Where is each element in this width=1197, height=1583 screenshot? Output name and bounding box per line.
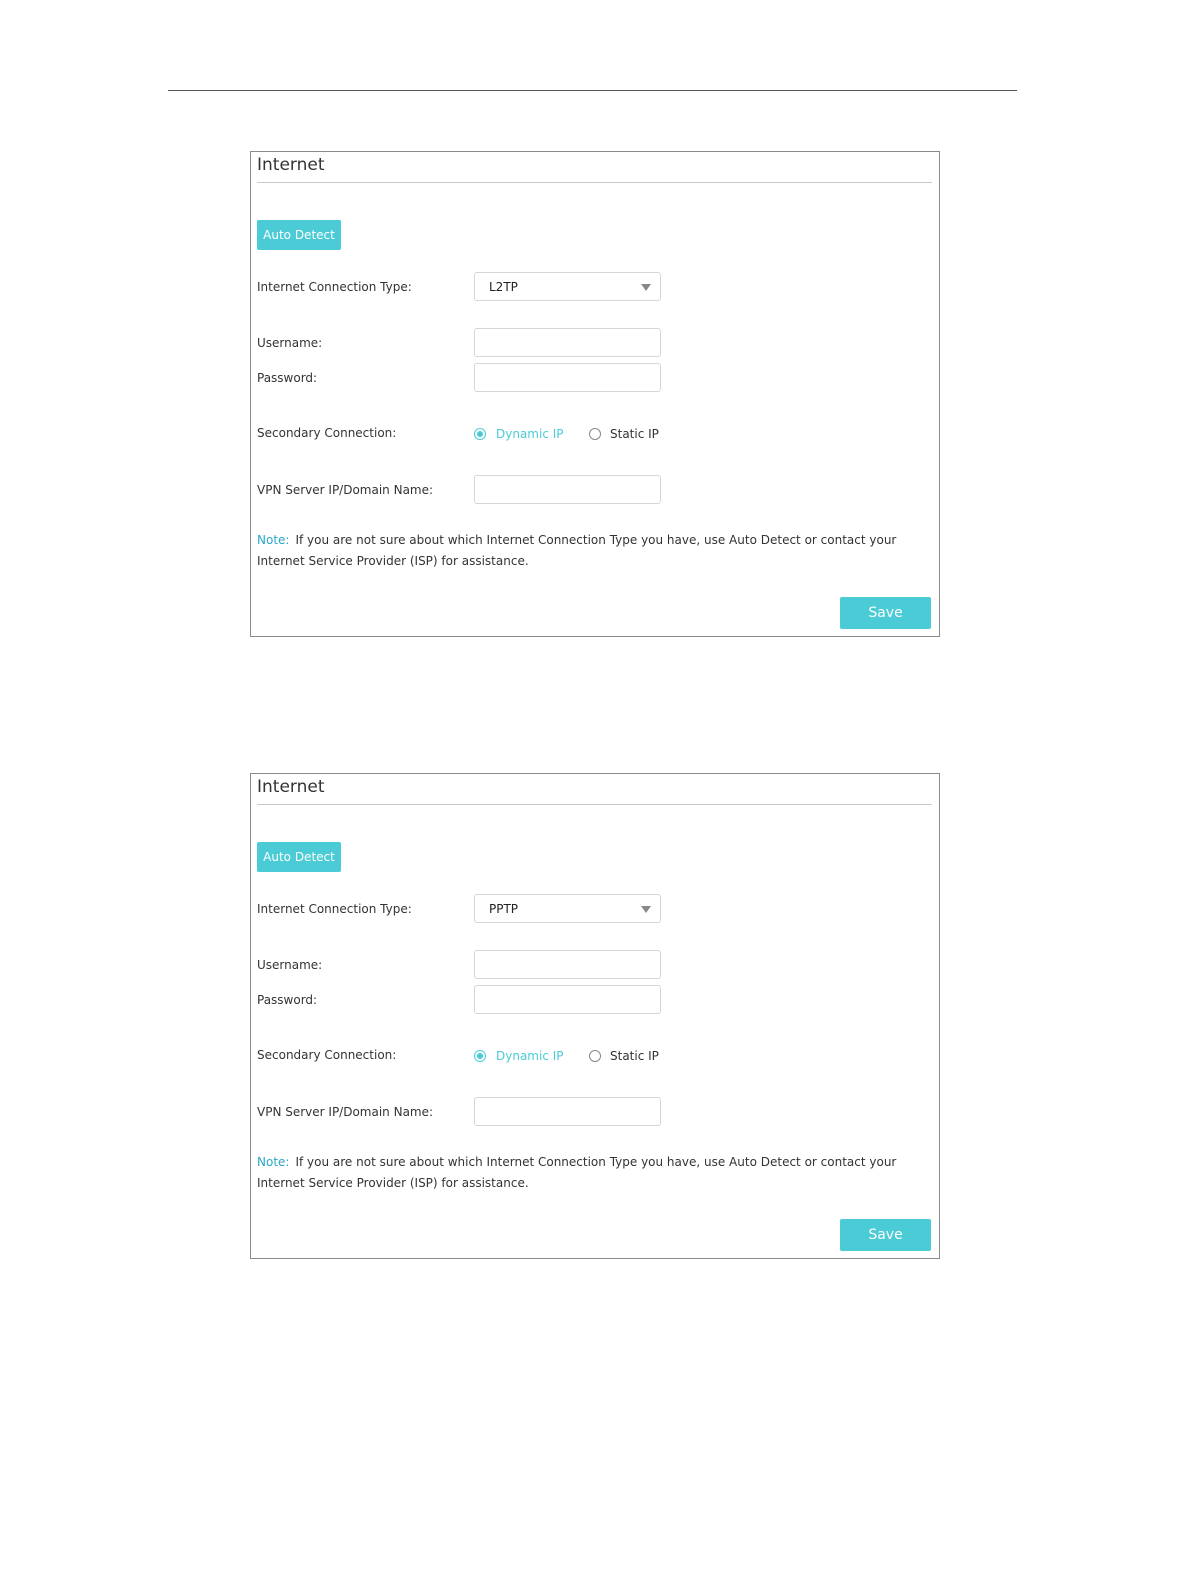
connection-type-label: Internet Connection Type:	[257, 280, 412, 294]
radio-static-ip-label[interactable]: Static IP	[610, 427, 659, 441]
connection-type-select[interactable]	[474, 894, 661, 923]
radio-static-ip[interactable]	[589, 428, 601, 440]
note-text	[257, 530, 927, 572]
note-tag: Note:	[257, 1155, 290, 1169]
title-divider	[257, 182, 932, 183]
secondary-connection-radios	[474, 1050, 674, 1064]
internet-panel-l2tp	[250, 151, 940, 637]
radio-dynamic-ip[interactable]	[474, 428, 486, 440]
vpn-server-input[interactable]	[474, 1097, 661, 1126]
username-label: Username:	[257, 958, 323, 972]
radio-dynamic-ip-label[interactable]: Dynamic IP	[496, 1049, 564, 1063]
username-input[interactable]	[474, 328, 661, 357]
secondary-connection-label: Secondary Connection:	[257, 426, 397, 440]
page-header-rule	[168, 90, 1017, 91]
password-label: Password:	[257, 371, 318, 385]
connection-type-select[interactable]	[474, 272, 661, 301]
note-body: If you are not sure about which Internet Connection Type you have, use Auto Detect or contact your Internet Service Provider (ISP) for assistance.	[257, 533, 897, 568]
secondary-connection-label: Secondary Connection:	[257, 1048, 397, 1062]
radio-dynamic-ip-label[interactable]: Dynamic IP	[496, 427, 564, 441]
title-divider	[257, 804, 932, 805]
panel-title: Internet	[257, 155, 325, 175]
vpn-server-input[interactable]	[474, 475, 661, 504]
radio-dynamic-ip[interactable]	[474, 1050, 486, 1062]
username-input[interactable]	[474, 950, 661, 979]
connection-type-value: PPTP	[489, 902, 519, 916]
vpn-server-label: VPN Server IP/Domain Name:	[257, 1105, 434, 1119]
auto-detect-button[interactable]: Auto Detect	[257, 220, 341, 250]
password-label: Password:	[257, 993, 318, 1007]
vpn-server-label: VPN Server IP/Domain Name:	[257, 483, 434, 497]
username-label: Username:	[257, 336, 323, 350]
chevron-down-icon	[641, 284, 651, 291]
radio-static-ip[interactable]	[589, 1050, 601, 1062]
panel-title: Internet	[257, 777, 325, 797]
connection-type-label: Internet Connection Type:	[257, 902, 412, 916]
auto-detect-button[interactable]: Auto Detect	[257, 842, 341, 872]
radio-static-ip-label[interactable]: Static IP	[610, 1049, 659, 1063]
note-tag: Note:	[257, 533, 290, 547]
save-button[interactable]: Save	[840, 1219, 931, 1251]
note-body: If you are not sure about which Internet Connection Type you have, use Auto Detect or contact your Internet Service Provider (ISP) for assistance.	[257, 1155, 897, 1190]
connection-type-value: L2TP	[489, 280, 518, 294]
save-button[interactable]: Save	[840, 597, 931, 629]
internet-panel-pptp	[250, 773, 940, 1259]
secondary-connection-radios	[474, 428, 674, 442]
password-input[interactable]	[474, 363, 661, 392]
chevron-down-icon	[641, 906, 651, 913]
note-text	[257, 1152, 927, 1194]
password-input[interactable]	[474, 985, 661, 1014]
